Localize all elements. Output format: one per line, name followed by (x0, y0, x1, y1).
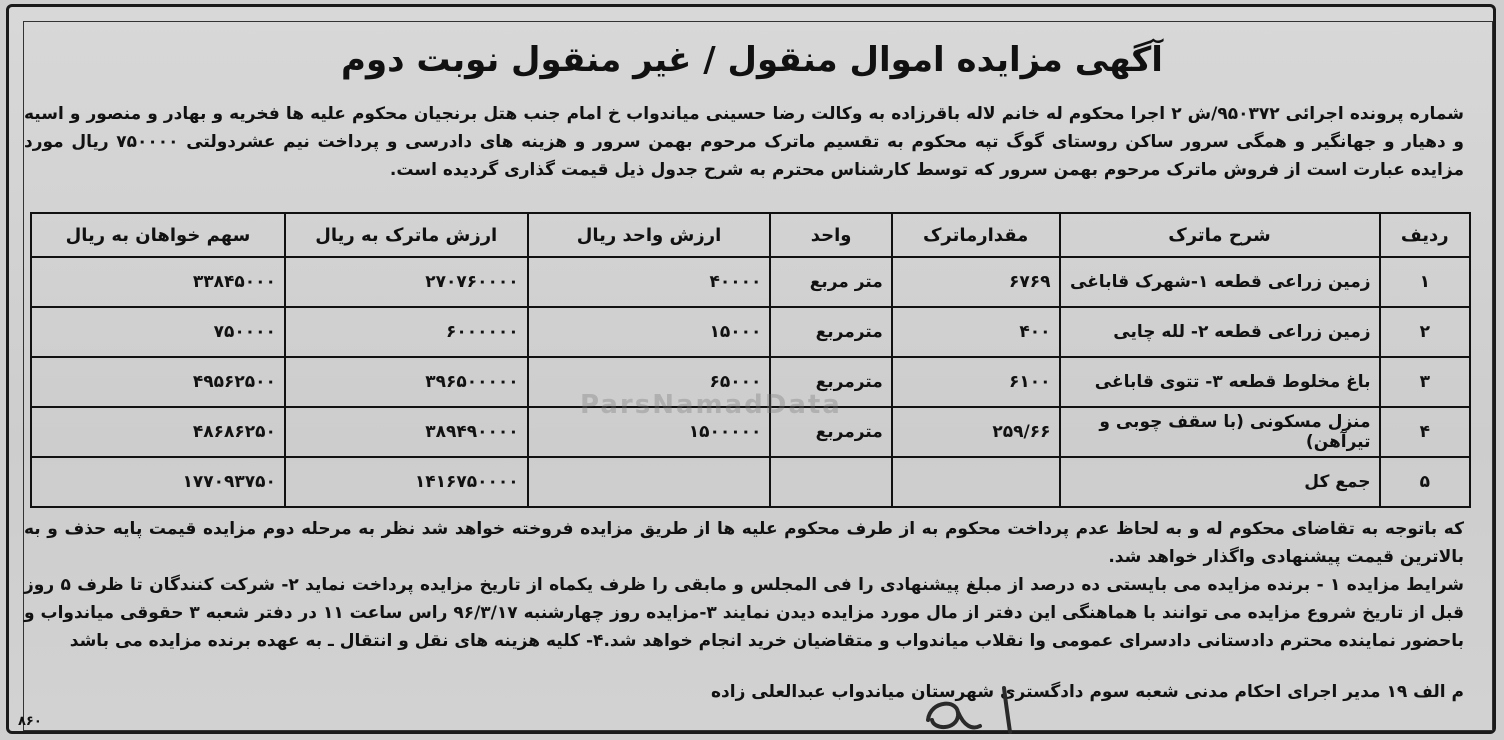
row-quantity: ۲۵۹/۶۶ (892, 407, 1060, 457)
row-unit-value: ۱۵۰۰۰۰۰ (528, 407, 771, 457)
table-row (31, 357, 1470, 407)
auction-table (30, 212, 1471, 508)
row-unit: مترمربع (770, 307, 891, 357)
row-unit: مترمربع (770, 407, 891, 457)
row-description: زمین زراعی قطعه ۲- لله چایی (1060, 307, 1380, 357)
row-description: باغ مخلوط قطعه ۳- تتوی قاباغی (1060, 357, 1380, 407)
table-row (31, 407, 1470, 457)
row-claimant-share: ۳۳۸۴۵۰۰۰ (31, 257, 285, 307)
row-description: منزل مسکونی (با سقف چوبی و تیرآهن) (1060, 407, 1380, 457)
handwritten-mark-icon (920, 680, 1030, 736)
header-unit: واحد (770, 213, 891, 257)
row-unit-value (528, 457, 771, 507)
row-unit (770, 457, 891, 507)
row-claimant-share: ۴۸۶۸۶۲۵۰ (31, 407, 285, 457)
row-quantity: ۶۱۰۰ (892, 357, 1060, 407)
row-description: زمین زراعی قطعه ۱-شهرک قاباغی (1060, 257, 1380, 307)
row-claimant-share: ۴۹۵۶۲۵۰۰ (31, 357, 285, 407)
row-index: ۲ (1380, 307, 1470, 357)
table-header-row (31, 213, 1470, 257)
row-quantity: ۴۰۰ (892, 307, 1060, 357)
conditions-paragraph: شرایط مزایده ۱ - برنده مزایده می بایستی ده درصد از مبلغ پیشنهادی را فی المجلس و مابقی را ظرف یکماه از تاریخ مزایده پرداخت نماید ۲- شرکت کنندگان تا ظرف ۵ روز قبل از تاریخ شروع مزایده می توانند با هماهنگی این دفتر از مال مورد مزایده دیدن نمایند ۳-مزایده روز چهارشنبه ۹۶/۳/۱۷ راس ساعت ۱۱ در دفتر شعبه ۳ حقوقی میاندواب و باحضور نماینده محترم دادستانی دادسرای عمومی وا نقلاب میاندواب و متقاضیان خرید انجام خواهد شد.۴- کلیه هزینه های نقل و انتقال ـ به عهده برنده مزایده می باشد (24, 575, 1465, 651)
row-unit: متر مربع (770, 257, 891, 307)
total-claimant-share: ۱۷۷۰۹۳۷۵۰ (31, 457, 285, 507)
row-index: ۱ (1380, 257, 1470, 307)
row-quantity (892, 457, 1060, 507)
notice-title: آگهی مزایده اموال منقول / غیر منقول نوبت دوم (341, 40, 1163, 80)
row-estate-value: ۳۹۶۵۰۰۰۰۰ (285, 357, 528, 407)
row-claimant-share: ۷۵۰۰۰۰ (31, 307, 285, 357)
table-row (31, 307, 1470, 357)
row-estate-value: ۳۸۹۴۹۰۰۰۰ (285, 407, 528, 457)
row-unit: مترمربع (770, 357, 891, 407)
row-index: ۴ (1380, 407, 1470, 457)
watermark-text: ParsNamadData (580, 390, 842, 420)
sale-paragraph: که باتوجه به تقاضای محکوم له و به لحاظ عدم پرداخت محکوم به از طرف محکوم علیه ها از طریق مزایده فروخته خواهد شد نظر به مرحله دوم مزایده قیمت پایه حذف و به بالاترین قیمت پیشنهادی واگذار خواهد شد. (24, 519, 1464, 567)
total-estate-value: ۱۴۱۶۷۵۰۰۰۰ (285, 457, 528, 507)
table-row (31, 257, 1470, 307)
row-estate-value: ۲۷۰۷۶۰۰۰۰ (285, 257, 528, 307)
header-claimant-share: سهم خواهان به ریال (31, 213, 285, 257)
row-index: ۳ (1380, 357, 1470, 407)
header-estate-value: ارزش ماترک به ریال (285, 213, 528, 257)
row-unit-value: ۴۰۰۰۰ (528, 257, 771, 307)
signature-line: م الف ۱۹ مدیر اجرای احکام مدنی شعبه سوم دادگستری شهرستان میاندواب عبدالعلی زاده (711, 682, 1464, 702)
table-total-row (31, 457, 1470, 507)
row-index: ۵ (1380, 457, 1470, 507)
row-quantity: ۶۷۶۹ (892, 257, 1060, 307)
header-index: ردیف (1380, 213, 1470, 257)
intro-paragraph: شماره پرونده اجرائی ۹۵۰۳۷۲/ش ۲ اجرا محکوم له خانم لاله باقرزاده به وکالت رضا حسینی میاندواب خ امام جنب هتل برنجیان محکوم علیه ها فخریه و بهادر و منصور و اسیه و دهیار و جهانگیر و همگی سرور ساکن روستای گوگ تپه محکوم به تقسیم ماترک مرحوم بهمن سرور و هزینه های دادرسی و پرداخت نیم عشردولتی ۷۵۰۰۰۰ ریال مورد مزایده عبارت است از فروش ماترک مرحوم بهمن سرور که توسط کارشناس محترم به شرح جدول ذیل قیمت گذاری گردیده است. (24, 104, 1464, 180)
header-description: شرح ماترک (1060, 213, 1380, 257)
header-unit-value: ارزش واحد ریال (528, 213, 771, 257)
header-quantity: مقدارماترک (892, 213, 1060, 257)
total-label: جمع کل (1060, 457, 1380, 507)
row-estate-value: ۶۰۰۰۰۰۰ (285, 307, 528, 357)
page-number: ۸۶۰ (18, 714, 42, 729)
row-unit-value: ۱۵۰۰۰ (528, 307, 771, 357)
row-unit-value: ۶۵۰۰۰ (528, 357, 771, 407)
